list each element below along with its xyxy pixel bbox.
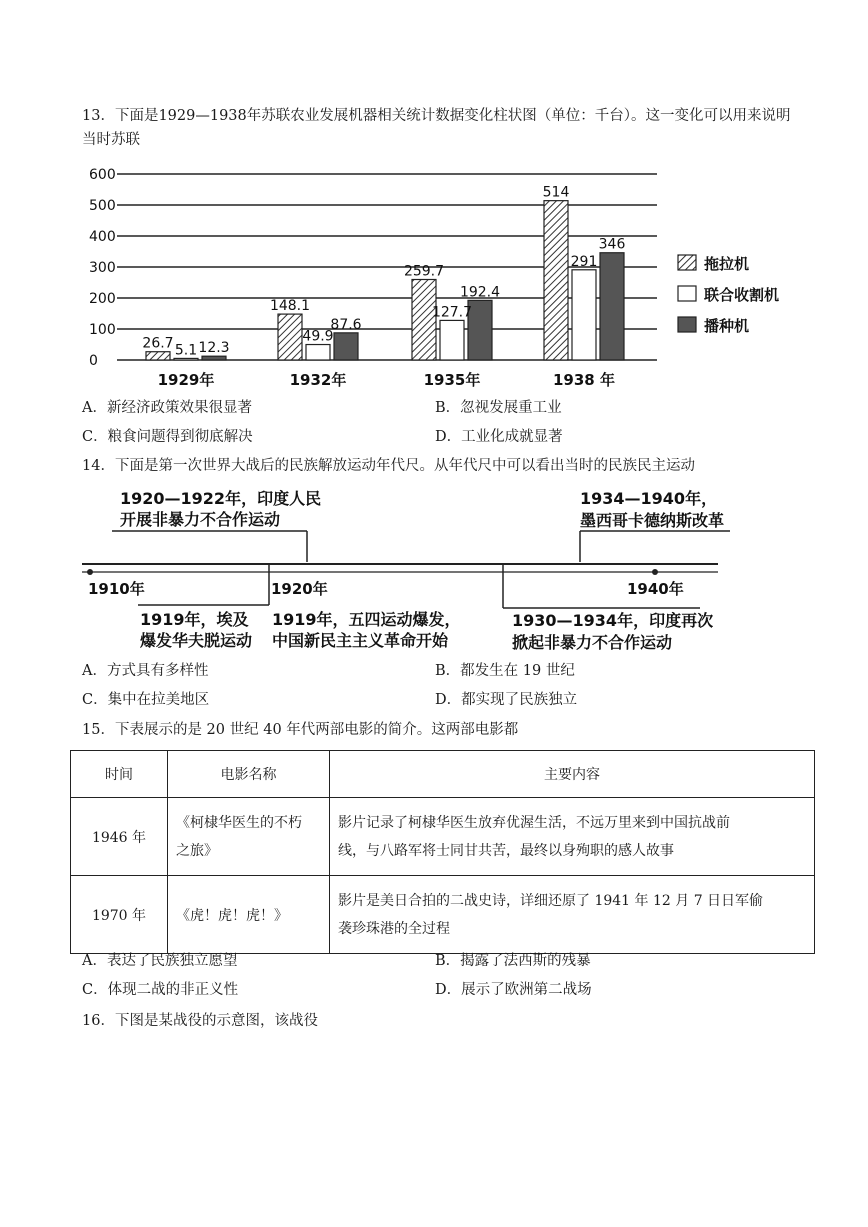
bar-value-label: 127.7 xyxy=(431,304,473,321)
bar-value-label: 12.3 xyxy=(198,340,230,357)
y-tick-label: 500 xyxy=(89,198,116,214)
timeline-tick-1910: 1910年 xyxy=(88,580,145,598)
row1-content xyxy=(330,798,815,876)
bar xyxy=(202,356,226,360)
x-category-label: 1935年 xyxy=(423,371,481,389)
bar xyxy=(440,320,464,360)
timeline-dot-1940 xyxy=(652,569,658,575)
header-content: 主要内容 xyxy=(330,751,815,798)
row2-content-line2: 袭珍珠港的全过程 xyxy=(338,920,450,937)
q13-option-c[interactable]: C．粮食问题得到彻底解决 xyxy=(82,429,253,445)
bar-value-label: 87.6 xyxy=(330,316,362,333)
q13-bar-chart xyxy=(0,0,868,400)
event-india-1930-line2: 掀起非暴力不合作运动 xyxy=(512,633,673,652)
bar xyxy=(334,333,358,360)
bar-value-label: 192.4 xyxy=(459,284,501,301)
bar-value-label: 148.1 xyxy=(269,298,311,315)
y-tick-label: 200 xyxy=(89,291,116,307)
row2-time: 1970 年 xyxy=(71,876,168,954)
bar xyxy=(306,345,330,360)
row1-time: 1946 年 xyxy=(71,798,168,876)
row1-film-name-line1: 《柯棣华医生的不朽 xyxy=(176,814,302,831)
q13-option-d[interactable]: D．工业化成就显著 xyxy=(435,429,563,445)
row1-film-name xyxy=(168,798,330,876)
row1-content-line1: 影片记录了柯棣华医生放弃优渥生活，不远万里来到中国抗战前 xyxy=(338,814,730,831)
q15-option-c[interactable]: C．体现二战的非正义性 xyxy=(82,982,239,998)
q14-timeline xyxy=(0,480,868,680)
bar-value-label: 346 xyxy=(598,236,626,253)
row2-film-name-line1: 《虎！虎！虎！》 xyxy=(176,907,288,924)
bar xyxy=(278,314,302,360)
event-china-line1: 1919年，五四运动爆发， xyxy=(272,610,461,629)
bar-value-label: 259.7 xyxy=(403,263,445,280)
table-row xyxy=(71,798,815,876)
event-egypt-line2: 爆发华夫脱运动 xyxy=(140,631,253,650)
event-india-1920-line1: 1920—1922年，印度人民 xyxy=(120,489,322,508)
q14-option-d[interactable]: D．都实现了民族独立 xyxy=(435,692,578,708)
y-tick-label: 400 xyxy=(89,229,116,245)
q13-option-a[interactable]: A．新经济政策效果很显著 xyxy=(82,400,252,416)
event-india-1920-line2: 开展非暴力不合作运动 xyxy=(120,510,281,529)
legend-label: 播种机 xyxy=(704,317,750,335)
bar-value-label: 5.1 xyxy=(174,342,198,359)
q16-stem: 16．下图是某战役的示意图，该战役 xyxy=(82,1013,318,1029)
bar-value-label: 514 xyxy=(542,184,570,201)
event-mexico-line1: 1934—1940年， xyxy=(580,489,718,508)
q14-option-a[interactable]: A．方式具有多样性 xyxy=(82,663,209,679)
bar xyxy=(600,253,624,360)
q13-option-b[interactable]: B．忽视发展重工业 xyxy=(435,400,562,416)
row2-content xyxy=(330,876,815,954)
bar xyxy=(544,201,568,360)
y-tick-label: 300 xyxy=(89,260,116,276)
row1-content-line2: 线，与八路军将士同甘共苦，最终以身殉职的感人故事 xyxy=(338,842,674,859)
bar xyxy=(572,270,596,360)
legend-swatch xyxy=(678,286,696,301)
header-film-name: 电影名称 xyxy=(168,751,330,798)
q14-option-b[interactable]: B．都发生在 19 世纪 xyxy=(435,663,575,679)
q14-stem: 14．下面是第一次世界大战后的民族解放运动年代尺。从年代尺中可以看出当时的民族民主运动 xyxy=(82,458,695,474)
x-category-label: 1932年 xyxy=(289,371,347,389)
y-tick-label: 100 xyxy=(89,322,116,338)
bar xyxy=(174,358,198,360)
table-row xyxy=(71,876,815,954)
table-header-row xyxy=(71,751,815,798)
header-time: 时间 xyxy=(71,751,168,798)
timeline-dot-1910 xyxy=(87,569,93,575)
event-china-line2: 中国新民主主义革命开始 xyxy=(272,631,449,650)
event-egypt-line1: 1919年，埃及 xyxy=(140,610,249,629)
y-tick-label: 0 xyxy=(89,353,98,369)
legend-swatch xyxy=(678,255,696,270)
q14-option-c[interactable]: C．集中在拉美地区 xyxy=(82,692,210,708)
q15-option-a[interactable]: A．表达了民族独立愿望 xyxy=(82,953,238,969)
legend-label: 拖拉机 xyxy=(704,255,750,273)
bar-value-label: 291 xyxy=(570,253,598,270)
timeline-tick-1920: 1920年 xyxy=(271,580,328,598)
y-tick-label: 600 xyxy=(89,167,116,183)
bar xyxy=(146,352,170,360)
q15-option-b[interactable]: B．揭露了法西斯的残暴 xyxy=(435,953,591,969)
x-category-label: 1938 年 xyxy=(553,371,615,389)
row1-film-name-line2: 之旅》 xyxy=(176,842,218,859)
q15-stem: 15．下表展示的是 20 世纪 40 年代两部电影的简介。这两部电影都 xyxy=(82,722,519,738)
x-category-label: 1929年 xyxy=(157,371,215,389)
event-mexico-line2: 墨西哥卡德纳斯改革 xyxy=(580,511,725,530)
q15-film-table xyxy=(70,750,815,954)
bar-value-label: 49.9 xyxy=(302,328,334,345)
q13-stem: 13．下面是1929—1938年苏联农业发展机器相关统计数据变化柱状图（单位：千台）。这一变化可以用来说明当时苏联 xyxy=(82,108,791,148)
timeline-tick-1940: 1940年 xyxy=(627,580,684,598)
q15-option-d[interactable]: D．展示了欧洲第二战场 xyxy=(435,982,592,998)
row2-film-name xyxy=(168,876,330,954)
legend-label: 联合收割机 xyxy=(704,286,780,304)
legend-swatch xyxy=(678,317,696,332)
bar-value-label: 26.7 xyxy=(142,335,174,352)
row2-content-line1: 影片是美日合拍的二战史诗，详细还原了 1941 年 12 月 7 日日军偷 xyxy=(338,892,764,909)
event-india-1930-line1: 1930—1934年，印度再次 xyxy=(512,611,714,630)
